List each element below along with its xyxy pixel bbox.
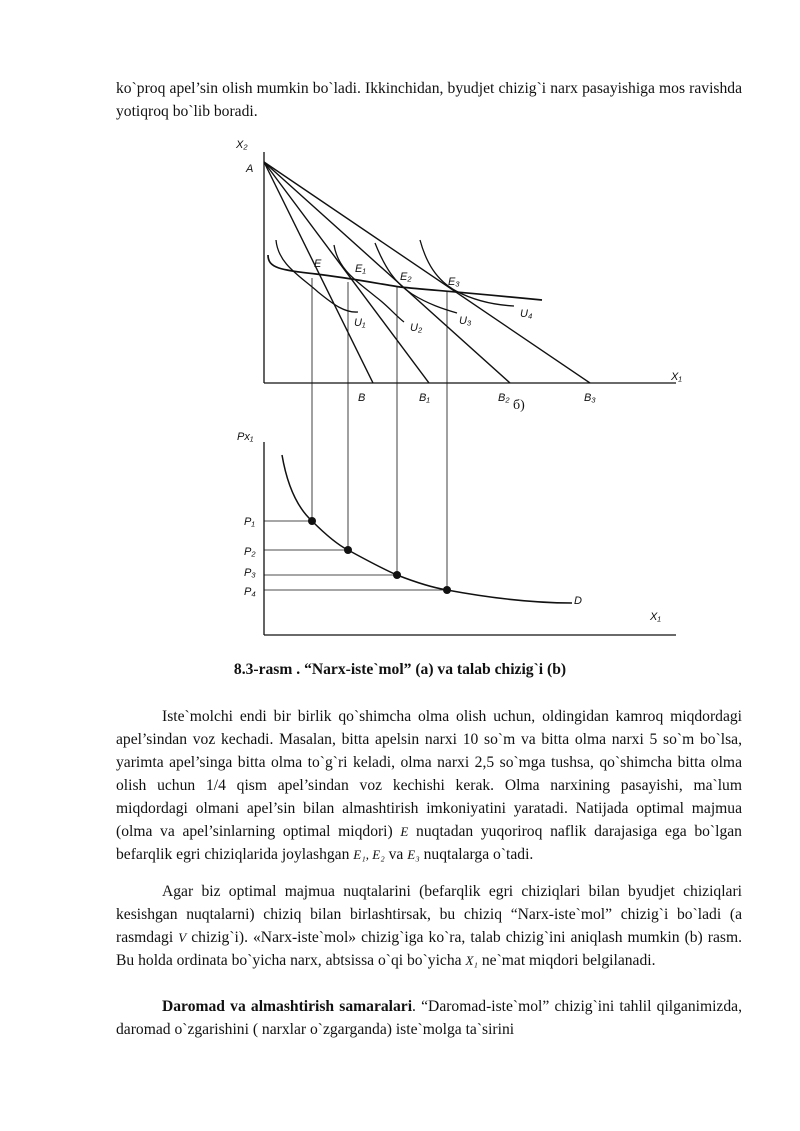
price-p2-label: P₂ (244, 546, 256, 558)
curve-u1-label: U₁ (354, 317, 366, 329)
symbol-e: E (400, 824, 409, 839)
p2-text: Agar biz optimal majmua nuqtalarini (befarqlik egri chiziqlari bilan byudjet chiziqlari kesishgan nuqtalarni) chiziq bilan birlashtirsak, bu chiziq “Narx-iste`mol” chizig`i bo`ladi (a rasmdagi (116, 883, 742, 946)
curve-u3-label: U₃ (459, 315, 472, 327)
intro-paragraph: ko`proq apel’sin olish mumkin bo`ladi. Ikkinchidan, byudjet chizig`i narx pasayishiga mos ravishda yotiqroq bo`lib boradi. (116, 80, 742, 120)
demand-curve (282, 455, 572, 603)
point-a-label: A (246, 163, 254, 175)
p1-text: Iste`molchi endi bir birlik qo`shimcha olma olish uchun, oldingidan kamroq miqdordagi apel’sindan voz kechadi. Masalan, bitta apelsin narxi 10 so`m va bitta olma narxi 5 so`m bo`lsa, yarimta apel’singa bitta olma to`g`ri keladi, olma narxi 2,5 so`mga tushsa, qo`shimcha bitta olma olish uchun 1/4 qism apel’sindan voz kechishi kerak. Olma narxining pasayishi, ma`lum miqdordagi olmani apel’sin bilan almashtirish imkoniyatini yaratadi. Natijada optimal majmua (olma va apel’sinlarning optimal miqdori) (116, 708, 742, 840)
top-y-axis-label: X₂ (236, 139, 248, 151)
figure-caption: 8.3-rasm . “Narx-iste`mol” (a) va talab chizig`i (b) (233, 661, 567, 678)
bottom-y-axis-label: Px₁ (237, 431, 254, 443)
body-paragraph-1 (116, 705, 742, 866)
budget-line-b3 (264, 162, 590, 383)
eq-e-label: E (314, 258, 322, 270)
demand-point-1 (308, 517, 316, 525)
demand-point-3 (393, 571, 401, 579)
price-p1-label: P₁ (244, 516, 255, 528)
section-heading-inline: Daromad va almashtirish samaralari (162, 998, 413, 1015)
bottom-x-axis-label: X₁ (650, 611, 661, 623)
budget-b3-label: B₃ (584, 392, 596, 404)
demand-curve-label: D (574, 595, 582, 607)
p1-end: nuqtalarga o`tadi. (423, 846, 534, 863)
p1-mid: nuqtadan yuqoriroq naflik darajasiga ega bo`lgan befarqlik egri chiziqlarida joylashgan (116, 823, 742, 863)
symbol-v: V (178, 930, 187, 945)
indifference-curve-u1 (276, 240, 358, 312)
eq-e2-label: E₂ (400, 271, 412, 283)
price-p3-label: P₃ (244, 567, 256, 579)
curve-u2-label: U₂ (410, 322, 423, 334)
p3-text: . “Daromad-iste`mol” chizig`ini tahlil qilganimizda, daromad o`zgarishini ( narxlar o`zgarganda) iste`molga ta`sirini (116, 998, 742, 1038)
body-paragraph-3 (116, 995, 742, 1041)
eq-e1-label: E₁ (355, 263, 366, 275)
p1-va: va (388, 846, 404, 863)
demand-point-2 (344, 546, 352, 554)
panel-b-label: б) (513, 398, 525, 413)
eq-e3-label: E₃ (448, 276, 460, 288)
symbol-e3: E₃ (407, 847, 420, 862)
symbol-x1: X₁ (465, 953, 478, 968)
top-x-axis-label: X₁ (671, 371, 682, 383)
demand-point-4 (443, 586, 451, 594)
symbol-e1-e2: E₁, E₂ (353, 847, 385, 862)
p2-end: ne`mat miqdori belgilanadi. (481, 952, 656, 969)
price-p4-label: P₄ (244, 586, 256, 598)
body-paragraph-2 (116, 880, 742, 972)
curve-u4-label: U₄ (520, 308, 533, 320)
budget-b1-label: B₁ (419, 392, 430, 404)
budget-b2-label: B₂ (498, 392, 510, 404)
p2-mid: chizig`i). «Narx-iste`mol» chizig`iga ko`ra, talab chizig`ini aniqlash mumkin (b) rasm. Bu holda ordinata bo`yicha narx, abtsissa o`qi bo`yicha (116, 929, 743, 969)
indifference-curve-u3 (375, 243, 457, 313)
budget-b-label: B (358, 392, 366, 404)
